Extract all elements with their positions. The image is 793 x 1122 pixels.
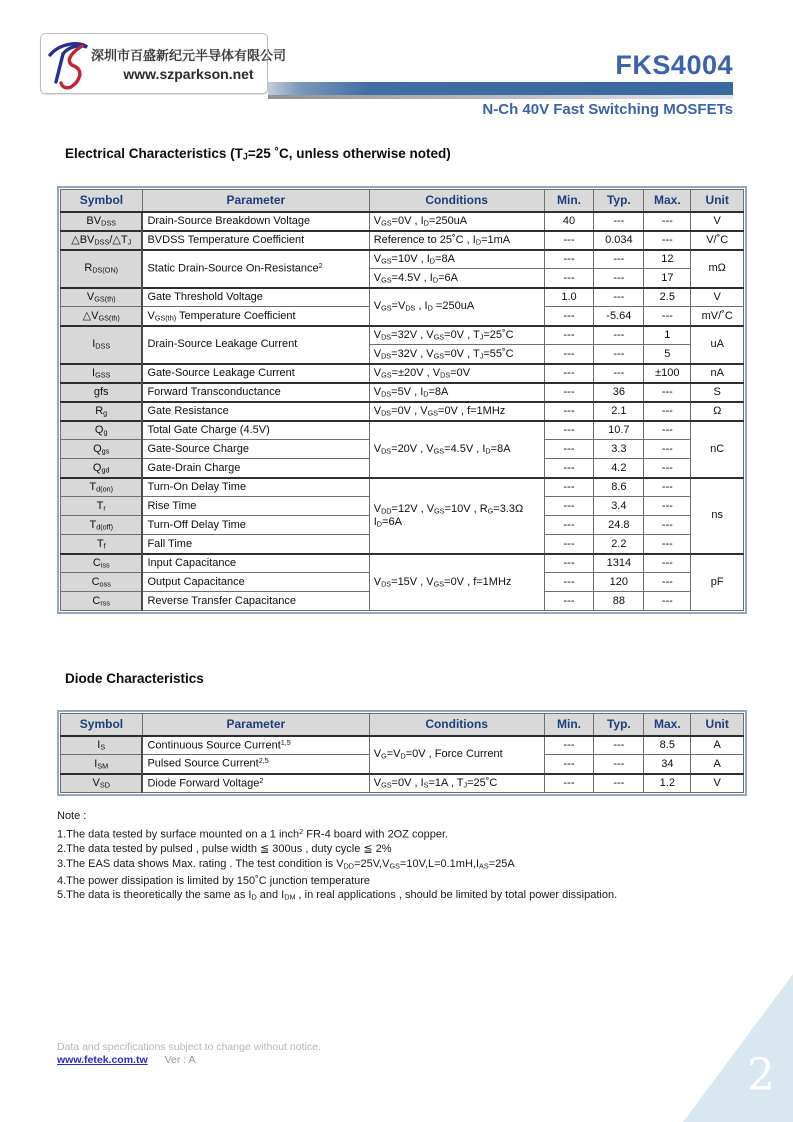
symbol-cell: $Q_{gd}$ [61, 459, 143, 478]
table-row [61, 554, 744, 573]
value-cell: --- [544, 459, 594, 478]
symbol-cell: $I_{DSS}$ [61, 326, 143, 364]
electrical-table-frame [57, 186, 747, 614]
symbol-cell: $R_g$ [61, 402, 143, 421]
value-cell: 34 [644, 755, 691, 774]
table-row [61, 250, 744, 269]
table-row [61, 383, 744, 402]
note-item-3: 3.The EAS data shows Max. rating . The test condition is $V_{DD}=25V,V_{GS}=10V,L=0.1mH,I_{AS}=25A$ [57, 858, 515, 871]
table-row [61, 478, 744, 497]
parameter-cell: Diode Forward Voltage$^2$ [142, 774, 369, 793]
value-cell: 10.7 [594, 421, 644, 440]
value-cell: 24.8 [594, 516, 644, 535]
value-cell: --- [594, 288, 644, 307]
unit-cell: ns [691, 478, 744, 554]
value-cell: --- [644, 402, 691, 421]
note-item-4: 4.The power dissipation is limited by 150˚C junction temperature [57, 874, 371, 887]
value-cell: 12 [644, 250, 691, 269]
value-cell: 8.5 [644, 736, 691, 755]
value-cell: 1.0 [544, 288, 594, 307]
conditions-cell: $V_{DD}=12V$ , $V_{GS}=10V$ , $R_G=3.3\Omega$ $I_D=6A$ [369, 478, 544, 554]
parameter-cell: Drain-Source Breakdown Voltage [142, 212, 369, 231]
parameter-cell: Turn-On Delay Time [142, 478, 369, 497]
parameter-cell: Output Capacitance [142, 573, 369, 592]
value-cell: 17 [644, 269, 691, 288]
unit-cell: V/˚C [691, 231, 744, 250]
symbol-cell: $T_f$ [61, 535, 143, 554]
value-cell: 3.3 [594, 440, 644, 459]
header-divider-bar-blue [268, 82, 733, 95]
parameter-cell: $V_{GS(th)}$ Temperature Coefficient [142, 307, 369, 326]
value-cell: --- [594, 736, 644, 755]
parameter-cell: Total Gate Charge (4.5V) [142, 421, 369, 440]
device-subtitle: N-Ch 40V Fast Switching MOSFETs [482, 101, 733, 118]
value-cell: --- [644, 573, 691, 592]
conditions-cell: $V_{DS}=20V$ , $V_{GS}=4.5V$ , $I_D=8A$ [369, 421, 544, 478]
parameter-cell: Rise Time [142, 497, 369, 516]
value-cell: --- [644, 478, 691, 497]
unit-cell: nA [691, 364, 744, 383]
value-cell: --- [544, 364, 594, 383]
table-row [61, 774, 744, 793]
parameter-cell: Continuous Source Current$^{1,5}$ [142, 736, 369, 755]
value-cell: --- [544, 250, 594, 269]
symbol-cell: $T_r$ [61, 497, 143, 516]
parameter-cell: Gate-Source Leakage Current [142, 364, 369, 383]
value-cell: --- [644, 421, 691, 440]
value-cell: --- [594, 212, 644, 231]
parameter-cell: Gate-Drain Charge [142, 459, 369, 478]
value-cell: --- [644, 554, 691, 573]
value-cell: 1.2 [644, 774, 691, 793]
conditions-cell: $V_{DS}=32V$ , $V_{GS}=0V$ , $T_J=25˚C$ [369, 326, 544, 345]
value-cell: --- [644, 231, 691, 250]
symbol-cell: $BV_{DSS}$ [61, 212, 143, 231]
parameter-cell: Static Drain-Source On-Resistance$^2$ [142, 250, 369, 288]
unit-cell: pF [691, 554, 744, 611]
value-cell: --- [544, 269, 594, 288]
value-cell: --- [594, 774, 644, 793]
conditions-cell: Reference to 25˚C , $I_D=1mA$ [369, 231, 544, 250]
part-number-title: FKS4004 [615, 50, 733, 80]
value-cell: 8.6 [594, 478, 644, 497]
value-cell: --- [544, 573, 594, 592]
parameter-cell: Input Capacitance [142, 554, 369, 573]
symbol-cell: $V_{GS(th)}$ [61, 288, 143, 307]
parameter-cell: Turn-Off Delay Time [142, 516, 369, 535]
value-cell: 88 [594, 592, 644, 611]
value-cell: 120 [594, 573, 644, 592]
value-cell: --- [544, 736, 594, 755]
table-row [61, 736, 744, 755]
value-cell: --- [594, 250, 644, 269]
footer-disclaimer: Data and specifications subject to change without notice. [57, 1041, 321, 1053]
value-cell: 1314 [594, 554, 644, 573]
parameter-cell: Reverse Transfer Capacitance [142, 592, 369, 611]
symbol-cell: $T_{d(off)}$ [61, 516, 143, 535]
conditions-cell: $V_{GS}=4.5V$ , $I_D=6A$ [369, 269, 544, 288]
company-logo-icon [45, 38, 91, 90]
conditions-cell: $V_{GS}=10V$ , $I_D=8A$ [369, 250, 544, 269]
value-cell: --- [544, 440, 594, 459]
unit-cell: mΩ [691, 250, 744, 288]
column-header-min: Min. [544, 190, 594, 212]
unit-cell: V [691, 288, 744, 307]
diode-section-title: Diode Characteristics [65, 671, 204, 686]
value-cell: --- [544, 755, 594, 774]
column-header-max: Max. [644, 714, 691, 736]
symbol-cell: $C_{rss}$ [61, 592, 143, 611]
parameter-cell: Forward Transconductance [142, 383, 369, 402]
header-divider-bar-gray [268, 95, 733, 99]
symbol-cell: $I_{GSS}$ [61, 364, 143, 383]
value-cell: --- [644, 516, 691, 535]
unit-cell: S [691, 383, 744, 402]
value-cell: 2.1 [594, 402, 644, 421]
value-cell: --- [544, 307, 594, 326]
table-row [61, 231, 744, 250]
footer-website-link[interactable]: www.fetek.com.tw [57, 1054, 148, 1066]
notes-label: Note : [57, 810, 87, 822]
symbol-cell: $I_S$ [61, 736, 143, 755]
column-header-parameter: Parameter [142, 714, 369, 736]
diode-characteristics-table [60, 713, 744, 793]
conditions-cell: $V_{DS}=0V$ , $V_{GS}=0V$ , f=1MHz [369, 402, 544, 421]
value-cell: --- [644, 307, 691, 326]
value-cell: --- [644, 459, 691, 478]
unit-cell: V [691, 774, 744, 793]
value-cell: 2.5 [644, 288, 691, 307]
column-header-parameter: Parameter [142, 190, 369, 212]
footer-info-row [57, 1054, 196, 1066]
conditions-cell: $V_{DS}=32V$ , $V_{GS}=0V$ , $T_J=55˚C$ [369, 345, 544, 364]
value-cell: --- [544, 774, 594, 793]
value-cell: 40 [544, 212, 594, 231]
page-number: 2 [747, 1050, 775, 1101]
value-cell: --- [644, 383, 691, 402]
value-cell: --- [544, 592, 594, 611]
symbol-cell: $V_{SD}$ [61, 774, 143, 793]
company-name: 深圳市百盛新纪元半导体有限公司 [91, 48, 287, 63]
column-header-conditions: Conditions [369, 714, 544, 736]
unit-cell: nC [691, 421, 744, 478]
value-cell: 5 [644, 345, 691, 364]
value-cell: -5.64 [594, 307, 644, 326]
notes-block [57, 810, 717, 906]
value-cell: 0.034 [594, 231, 644, 250]
conditions-cell: $V_G=V_D=0V$ , Force Current [369, 736, 544, 774]
table-row [61, 326, 744, 345]
electrical-characteristics-table [60, 189, 744, 611]
parameter-cell: Pulsed Source Current$^{2,5}$ [142, 755, 369, 774]
symbol-cell: gfs [61, 383, 143, 402]
unit-cell: uA [691, 326, 744, 364]
conditions-cell: $V_{GS}=0V$ , $I_D=250uA$ [369, 212, 544, 231]
symbol-cell: $Q_g$ [61, 421, 143, 440]
parameter-cell: Gate Threshold Voltage [142, 288, 369, 307]
value-cell: --- [544, 402, 594, 421]
column-header-min: Min. [544, 714, 594, 736]
parameter-cell: BVDSS Temperature Coefficient [142, 231, 369, 250]
symbol-cell: $I_{SM}$ [61, 755, 143, 774]
company-logo [40, 33, 287, 94]
column-header-symbol: Symbol [61, 190, 143, 212]
conditions-cell: $V_{DS}=15V$ , $V_{GS}=0V$ , f=1MHz [369, 554, 544, 611]
value-cell: --- [594, 269, 644, 288]
symbol-cell: $\triangle V_{GS(th)}$ [61, 307, 143, 326]
symbol-cell: $T_{d(on)}$ [61, 478, 143, 497]
parameter-cell: Fall Time [142, 535, 369, 554]
table-header-row [61, 190, 744, 212]
parameter-cell: Drain-Source Leakage Current [142, 326, 369, 364]
value-cell: ±100 [644, 364, 691, 383]
value-cell: --- [544, 421, 594, 440]
value-cell: --- [544, 554, 594, 573]
logo-text-block [91, 45, 286, 82]
table-row [61, 288, 744, 307]
footer-version: Ver : A [164, 1054, 196, 1066]
unit-cell: A [691, 755, 744, 774]
column-header-max: Max. [644, 190, 691, 212]
value-cell: --- [594, 345, 644, 364]
column-header-unit: Unit [691, 714, 744, 736]
conditions-cell: $V_{GS}=0V$ , $I_S=1A$ , $T_J=25˚C$ [369, 774, 544, 793]
note-item-1: 1.The data tested by surface mounted on a 1 inch$^2$ FR-4 board with 2OZ copper. [57, 826, 449, 841]
value-cell: --- [544, 345, 594, 364]
value-cell: 2.2 [594, 535, 644, 554]
conditions-cell: $V_{GS}=\pm 20V$ , $V_{DS}=0V$ [369, 364, 544, 383]
value-cell: --- [544, 478, 594, 497]
symbol-cell: $R_{DS(ON)}$ [61, 250, 143, 288]
unit-cell: A [691, 736, 744, 755]
value-cell: --- [544, 326, 594, 345]
symbol-cell: $Q_{gs}$ [61, 440, 143, 459]
value-cell: --- [644, 592, 691, 611]
value-cell: --- [544, 383, 594, 402]
table-row [61, 212, 744, 231]
unit-cell: Ω [691, 402, 744, 421]
value-cell: --- [594, 364, 644, 383]
unit-cell: mV/˚C [691, 307, 744, 326]
value-cell: --- [544, 497, 594, 516]
value-cell: 4.2 [594, 459, 644, 478]
column-header-typ: Typ. [594, 190, 644, 212]
value-cell: 3.4 [594, 497, 644, 516]
symbol-cell: $C_{iss}$ [61, 554, 143, 573]
note-item-5: 5.The data is theoretically the same as $I_D$ and $I_{DM}$ , in real applications , should be limited by total power dissipation. [57, 889, 618, 902]
value-cell: --- [594, 326, 644, 345]
unit-cell: V [691, 212, 744, 231]
column-header-typ: Typ. [594, 714, 644, 736]
parameter-cell: Gate Resistance [142, 402, 369, 421]
company-website: www.szparkson.net [123, 66, 254, 82]
conditions-cell: $V_{DS}=5V$ , $I_D=8A$ [369, 383, 544, 402]
parameter-cell: Gate-Source Charge [142, 440, 369, 459]
table-header-row [61, 714, 744, 736]
electrical-section-title: Electrical Characteristics ($T_J=25$ ˚C, unless otherwise noted) [65, 146, 451, 162]
diode-table-frame [57, 710, 747, 796]
value-cell: --- [544, 231, 594, 250]
symbol-cell: $C_{oss}$ [61, 573, 143, 592]
table-row [61, 421, 744, 440]
value-cell: 1 [644, 326, 691, 345]
symbol-cell: $\triangle BV_{DSS}/\triangle T_J$ [61, 231, 143, 250]
value-cell: --- [644, 440, 691, 459]
value-cell: --- [544, 516, 594, 535]
table-row [61, 402, 744, 421]
value-cell: --- [594, 755, 644, 774]
column-header-symbol: Symbol [61, 714, 143, 736]
value-cell: --- [644, 497, 691, 516]
value-cell: 36 [594, 383, 644, 402]
value-cell: --- [644, 535, 691, 554]
value-cell: --- [644, 212, 691, 231]
conditions-cell: $V_{GS}=V_{DS}$ , $I_D =250uA$ [369, 288, 544, 326]
table-row [61, 364, 744, 383]
column-header-unit: Unit [691, 190, 744, 212]
note-item-2: 2.The data tested by pulsed , pulse width ≦ 300us , duty cycle ≦ 2% [57, 843, 392, 856]
value-cell: --- [544, 535, 594, 554]
column-header-conditions: Conditions [369, 190, 544, 212]
corner-accent-triangle [683, 974, 793, 1122]
